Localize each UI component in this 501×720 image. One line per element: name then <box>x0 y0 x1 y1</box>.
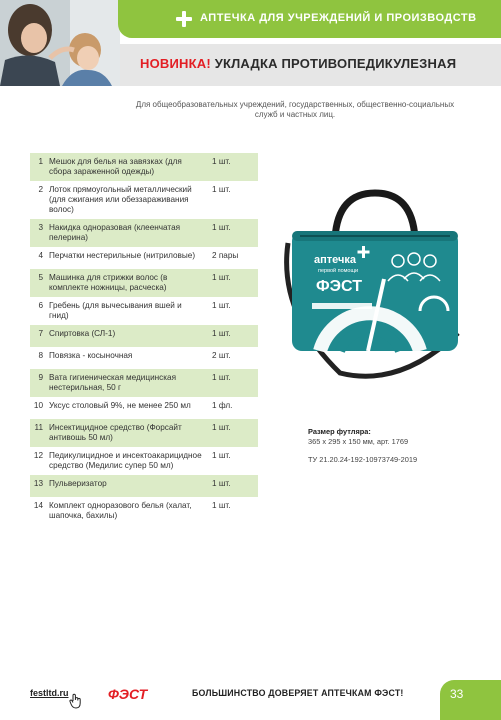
bag-text-line2: первой помощи <box>318 268 359 274</box>
list-item <box>30 397 258 419</box>
plus-icon <box>176 11 192 27</box>
item-qty: 2 пары <box>212 251 239 260</box>
list-item <box>30 297 258 325</box>
case-size-value: 365 х 295 х 150 мм, арт. 1769 <box>308 436 409 446</box>
item-number: 12 <box>33 451 43 460</box>
list-item <box>30 475 258 497</box>
list-item <box>30 369 258 397</box>
list-item <box>30 247 258 269</box>
item-text: Гребень (для вычесывания вшей и гнид) <box>49 301 182 320</box>
item-number: 7 <box>38 329 43 338</box>
category-bar <box>118 0 501 38</box>
item-qty: 1 фл. <box>212 401 233 410</box>
list-item <box>30 153 258 181</box>
item-qty: 1 шт. <box>212 273 231 282</box>
fest-logo <box>108 684 164 704</box>
item-qty: 1 шт. <box>212 301 231 310</box>
item-text: Повязка - косыночная <box>49 351 133 360</box>
item-text: Мешок для белья на завязках (для сбора зараженной одежды) <box>49 157 182 176</box>
item-number: 13 <box>33 479 43 488</box>
category-title: АПТЕЧКА ДЛЯ УЧРЕЖДЕНИЙ И ПРОИЗВОДСТВ <box>200 12 477 24</box>
website-link[interactable]: festltd.ru <box>30 688 69 698</box>
item-number: 8 <box>38 351 43 360</box>
item-number: 2 <box>38 185 43 194</box>
item-number: 11 <box>34 423 43 432</box>
item-text: Машинка для стрижки волос (в комплекте ножницы, расческа) <box>49 273 168 292</box>
header-photo <box>0 0 120 86</box>
case-size-info <box>308 427 488 446</box>
item-text: Пульверизатор <box>49 479 107 488</box>
item-qty: 1 шт. <box>212 479 231 488</box>
item-number: 10 <box>33 401 43 410</box>
headline-new: НОВИНКА! <box>140 56 211 71</box>
bag-brand: ФЭСТ <box>316 278 362 295</box>
case-size-label: Размер футляра: <box>308 427 371 436</box>
headline-bar <box>120 44 501 86</box>
item-number: 6 <box>38 301 43 310</box>
list-item <box>30 497 258 525</box>
item-number: 4 <box>38 251 43 260</box>
page-number: 33 <box>450 687 464 701</box>
item-number: 9 <box>38 373 43 382</box>
headline <box>140 56 456 71</box>
tu-code: ТУ 21.20.24-192-10973749-2019 <box>308 455 418 464</box>
list-item <box>30 325 258 347</box>
list-item <box>30 419 258 447</box>
item-qty: 1 шт. <box>212 373 231 382</box>
hand-cursor-icon <box>69 693 83 709</box>
headline-title: УКЛАДКА ПРОТИВОПЕДИКУЛЕЗНАЯ <box>214 56 457 71</box>
item-qty: 2 шт. <box>212 351 231 360</box>
item-number: 1 <box>38 157 43 166</box>
item-text: Перчатки нестерильные (нитриловые) <box>49 251 196 260</box>
items-list <box>30 153 258 525</box>
list-item <box>30 347 258 369</box>
item-number: 3 <box>38 223 43 232</box>
item-qty: 1 шт. <box>212 157 231 166</box>
fest-logo-text: ФЭСТ <box>108 686 148 702</box>
first-aid-bag-image <box>280 183 470 383</box>
item-qty: 1 шт. <box>212 423 231 432</box>
item-qty: 1 шт. <box>212 329 231 338</box>
item-number: 14 <box>33 501 43 510</box>
item-text: Накидка одноразовая (клеенчатая пелерина) <box>49 223 181 242</box>
bag-text-line1: аптечка <box>314 254 357 266</box>
item-text: Комплект одноразового белья (халат, шапочка, бахилы) <box>49 501 192 520</box>
item-qty: 1 шт. <box>212 451 231 460</box>
item-qty: 1 шт. <box>212 185 231 194</box>
item-number: 5 <box>38 273 43 282</box>
page-number-tab <box>440 680 501 720</box>
item-text: Инсектицидное средство (Форсайт антивошь 50 мл) <box>49 423 182 442</box>
list-item <box>30 447 258 475</box>
list-item <box>30 219 258 247</box>
subtitle: Для общеобразовательных учреждений, государственных, общественно-социальных служб и частных лиц. <box>135 100 455 119</box>
list-item <box>30 269 258 297</box>
slogan: БОЛЬШИНСТВО ДОВЕРЯЕТ АПТЕЧКАМ ФЭСТ! <box>192 688 404 698</box>
item-text: Педикулицидное и инсектоакарицидное средство (Медилис супер 50 мл) <box>49 451 202 470</box>
list-item <box>30 181 258 219</box>
item-text: Лоток прямоугольный металлический (для сжигания или обеззараживания волос) <box>49 185 192 214</box>
item-qty: 1 шт. <box>212 501 231 510</box>
item-qty: 1 шт. <box>212 223 231 232</box>
item-text: Уксус столовый 9%, не менее 250 мл <box>49 401 191 410</box>
item-text: Вата гигиеническая медицинская нестерильная, 50 г <box>49 373 177 392</box>
item-text: Спиртовка (СЛ-1) <box>49 329 116 338</box>
